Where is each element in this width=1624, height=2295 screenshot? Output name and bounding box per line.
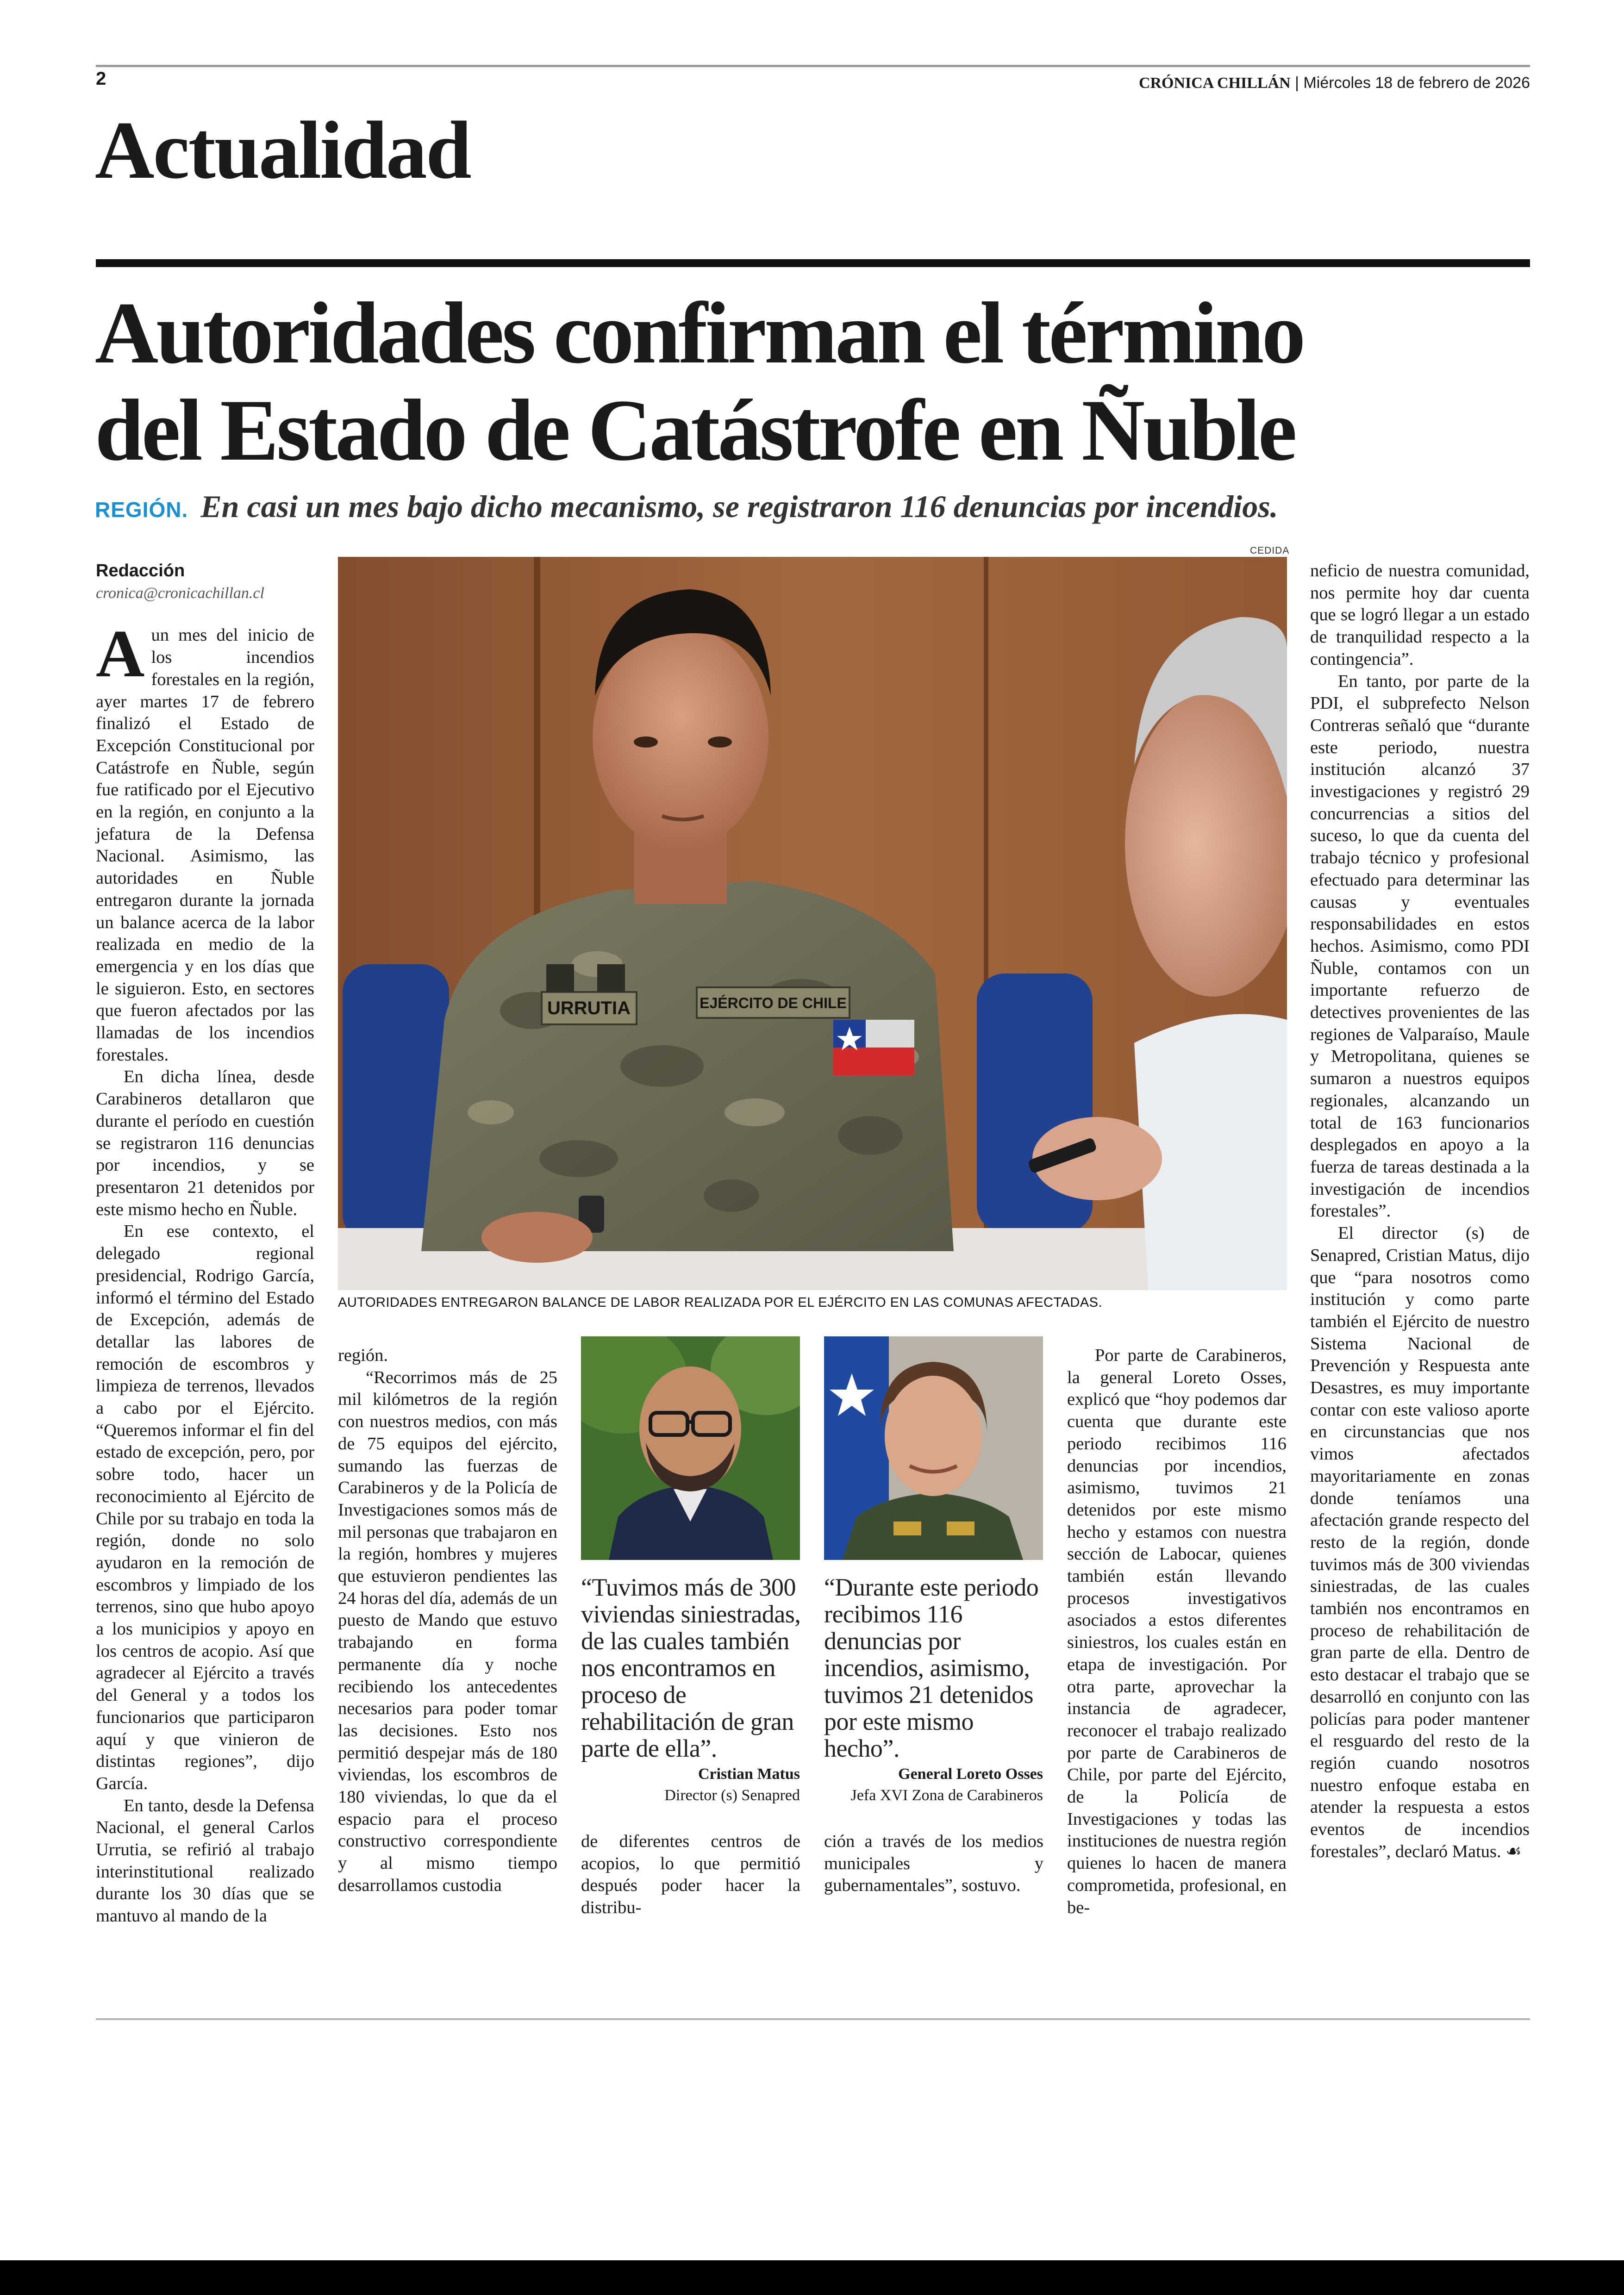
paragraph: de diferentes centros de acopios, lo que permitió después poder hacer la distribu- bbox=[581, 1832, 800, 1918]
deck-text: En casi un mes bajo dicho mecanismo, se registraron 116 denuncias por incendios. bbox=[200, 489, 1278, 524]
column-2 bbox=[338, 1345, 557, 1897]
page-number: 2 bbox=[96, 69, 106, 89]
quote-1-role: Director (s) Senapred bbox=[664, 1787, 800, 1804]
bottom-bar bbox=[0, 2260, 1624, 2295]
pull-quote-2: “Durante este periodo recibimos 116 denuncias por incendios, asimismo, tuvimos 21 detenidos por este mismo hecho”. bbox=[824, 1573, 1039, 1762]
section-title: Actualidad bbox=[95, 104, 470, 196]
paragraph: Por parte de Carabineros, la general Loreto Osses, explicó que “hoy podemos dar cuenta que durante este periodo recibimos 116 denuncias por incendios, asimismo, tuvimos 21 detenidos por este mismo hecho y estamos con nuestra sección de Labocar, quienes también están llevando procesos investigativos asociados a estos diferentes siniestros, los cuales están en etapa de investigación. Por otra parte, aprovechar la instancia de agradecer, reconocer el trabajo realizado por parte de Carabineros de Chile, por parte del Ejército, de la Policía de Investigaciones y todas las instituciones de nuestra región quienes lo hacen de manera comprometida, profesional, en be- bbox=[1067, 1346, 1287, 1917]
paragraph: En dicha línea, desde Carabineros detallaron que durante el período en cuestión se registraron 116 denuncias por incendios, y se presentaron 21 detenidos por este mismo hecho en Ñuble. bbox=[96, 1067, 314, 1219]
column-1 bbox=[96, 560, 314, 1927]
pull-quote-1: “Tuvimos más de 300 viviendas siniestradas, de las cuales también nos encontramos en proceso de rehabilitación de gran parte de ella”. bbox=[581, 1573, 801, 1762]
nametape-text: URRUTIA bbox=[547, 998, 631, 1018]
headline-line-1: Autoridades confirman el término bbox=[95, 285, 1304, 382]
column-5 bbox=[1067, 1345, 1287, 1919]
paragraph: ción a través de los medios municipales y gubernamentales”, sostuvo. bbox=[824, 1832, 1043, 1896]
paragraph: región. bbox=[338, 1346, 388, 1365]
masthead-name: CRÓNICA CHILLÁN bbox=[1138, 75, 1291, 92]
masthead-separator: | bbox=[1295, 74, 1299, 92]
column-3 bbox=[581, 1831, 800, 1919]
column-6 bbox=[1310, 560, 1530, 1863]
photo-caption: AUTORIDADES ENTREGARON BALANCE DE LABOR REALIZADA POR EL EJÉRCITO EN LAS COMUNAS AFECTADAS. bbox=[338, 1295, 1103, 1310]
paragraph: neficio de nuestra comunidad, nos permite hoy dar cuenta que se logró llegar a un estado de tranquilidad respecto a la contingencia”. bbox=[1310, 561, 1530, 669]
quote-1-attribution bbox=[581, 1764, 800, 1806]
masthead-date: Miércoles 18 de febrero de 2026 bbox=[1303, 74, 1530, 92]
byline-email: cronica@cronicachillan.cl bbox=[96, 584, 264, 602]
paragraph: En ese contexto, el delegado regional presidencial, Rodrigo García, informó el término del Estado de Excepción, además de detallar las labores de remoción de escombros y limpieza de terrenos, llevados a cabo por el Ejército. “Queremos informar el fin del estado de excepción, pero, por sobre todo, hacer un reconocimiento al Ejército de Chile por su trabajo en toda la región, donde no solo ayudaron en la remoción de escombros y limpiado de los terrenos, sino que hubo apoyo a los municipios y apoyo en los centros de acopio. Así que agradecer al Ejército a través del General y a todos los funcionarios que participaron aquí y que vinieron de distintas regiones”, dijo García. bbox=[96, 1222, 314, 1793]
photo-credit: CEDIDA bbox=[1250, 545, 1290, 556]
paragraph: En tanto, por parte de la PDI, el subprefecto Nelson Contreras señaló que “durante este periodo, nuestra institución alcanzó 37 investigaciones y registró 29 concurrencias a sitios del suceso, lo que da cuenta del trabajo técnico y profesional efectuado para determinar las causas y eventuales responsabilidades en estos hechos. Asimismo, como PDI Ñuble, contamos con un importante refuerzo de detectives provenientes de las regiones de Valparaíso, Maule y Metropolitana, quienes se sumaron a nuestros equipos regionales, alcanzando un total de 163 funcionarios desplegados en apoyo a la fuerza de tareas destinada a la investigación de incendios forestales”. bbox=[1310, 671, 1530, 1221]
portrait-osses-image bbox=[824, 1336, 1043, 1560]
paragraph: Aun mes del inicio de los incendios forestales en la región, ayer martes 17 de febrero finalizó el Estado de Excepción Constitucional por Catástrofe en Ñuble, según fue ratificado por el Ejecutivo en la región, en conjunto a la jefatura de la Defensa Nacional. Asimismo, las autoridades en Ñuble entregaron durante la jornada un balance acerca de la labor realizada en medio de la emergencia y en los días que le siguieron. Esto, en sectores que fueron afectados por las llamadas de los incendios forestales. bbox=[96, 616, 314, 1065]
quote-1-name: Cristian Matus bbox=[698, 1765, 800, 1783]
quote-2-role: Jefa XVI Zona de Carabineros bbox=[850, 1787, 1043, 1804]
branch-tape-text: EJÉRCITO DE CHILE bbox=[700, 995, 847, 1011]
paragraph: El director (s) de Senapred, Cristian Matus, dijo que “para nosotros como institución y como parte también el Ejército de nuestro Sistema Nacional de Prevención y Respuesta ante Desastres, es muy importante contar con este valioso aporte en circunstancias que nos vimos afectados mayoritariamente en zonas donde teníamos una afectación grande respecto del resto de la región, donde tuvimos más de 300 viviendas siniestradas, de las cuales también nos encontramos en proceso de rehabilitación de gran parte de ella. Dentro de esto destacar el trabajo que se desarrolló en conjunto con las policías para poder mantener el resguardo del resto de la región cuando nosotros nuestro enfoque estaba en atender la respuesta a estos eventos de incendios forestales”, declaró Matus. ☙ bbox=[1310, 1223, 1530, 1861]
paragraph: “Recorrimos más de 25 mil kilómetros de la región con nuestros medios, con más de 75 equipos del ejército, sumando las fuerzas de Carabineros y de la Policía de Investigaciones somos más de mil personas que trabajaron en la región, hombres y mujeres que estuvieron pendientes las 24 horas del día, además de un puesto de Mando que estuvo trabajando en forma permanente día y noche recibiendo los antecedentes necesarios para poder tomar las decisiones. Esto nos permitió despejar más de 180 viviendas, los escombros de 180 viviendas, lo que da el espacio para el proceso constructivo correspondiente y al mismo tiempo desarrollamos custodia bbox=[338, 1367, 557, 1895]
headline-rule bbox=[96, 259, 1530, 267]
portrait-matus bbox=[581, 1336, 800, 1560]
dropcap: A bbox=[96, 616, 145, 692]
quote-2-attribution bbox=[824, 1764, 1043, 1806]
masthead bbox=[1139, 74, 1530, 92]
end-mark: ☙ bbox=[1505, 1841, 1522, 1861]
top-rule bbox=[96, 65, 1530, 67]
portrait-osses bbox=[824, 1336, 1043, 1560]
byline-name: Redacción bbox=[96, 561, 185, 580]
main-photo-image bbox=[338, 557, 1287, 1290]
paragraph: En tanto, desde la Defensa Nacional, el general Carlos Urrutia, se refirió al trabajo interinstitutional realizado durante los 30 días que se mantuvo al mando de la bbox=[96, 1796, 314, 1926]
deck bbox=[95, 488, 1278, 525]
headline bbox=[95, 285, 1530, 479]
bottom-rule bbox=[96, 2018, 1530, 2020]
portrait-matus-image bbox=[581, 1336, 800, 1560]
quote-2-name: General Loreto Osses bbox=[898, 1765, 1043, 1783]
main-photo bbox=[338, 557, 1287, 1290]
column-4 bbox=[824, 1831, 1043, 1897]
deck-tag: REGIÓN. bbox=[95, 498, 188, 522]
headline-line-2: del Estado de Catástrofe en Ñuble bbox=[95, 382, 1295, 479]
